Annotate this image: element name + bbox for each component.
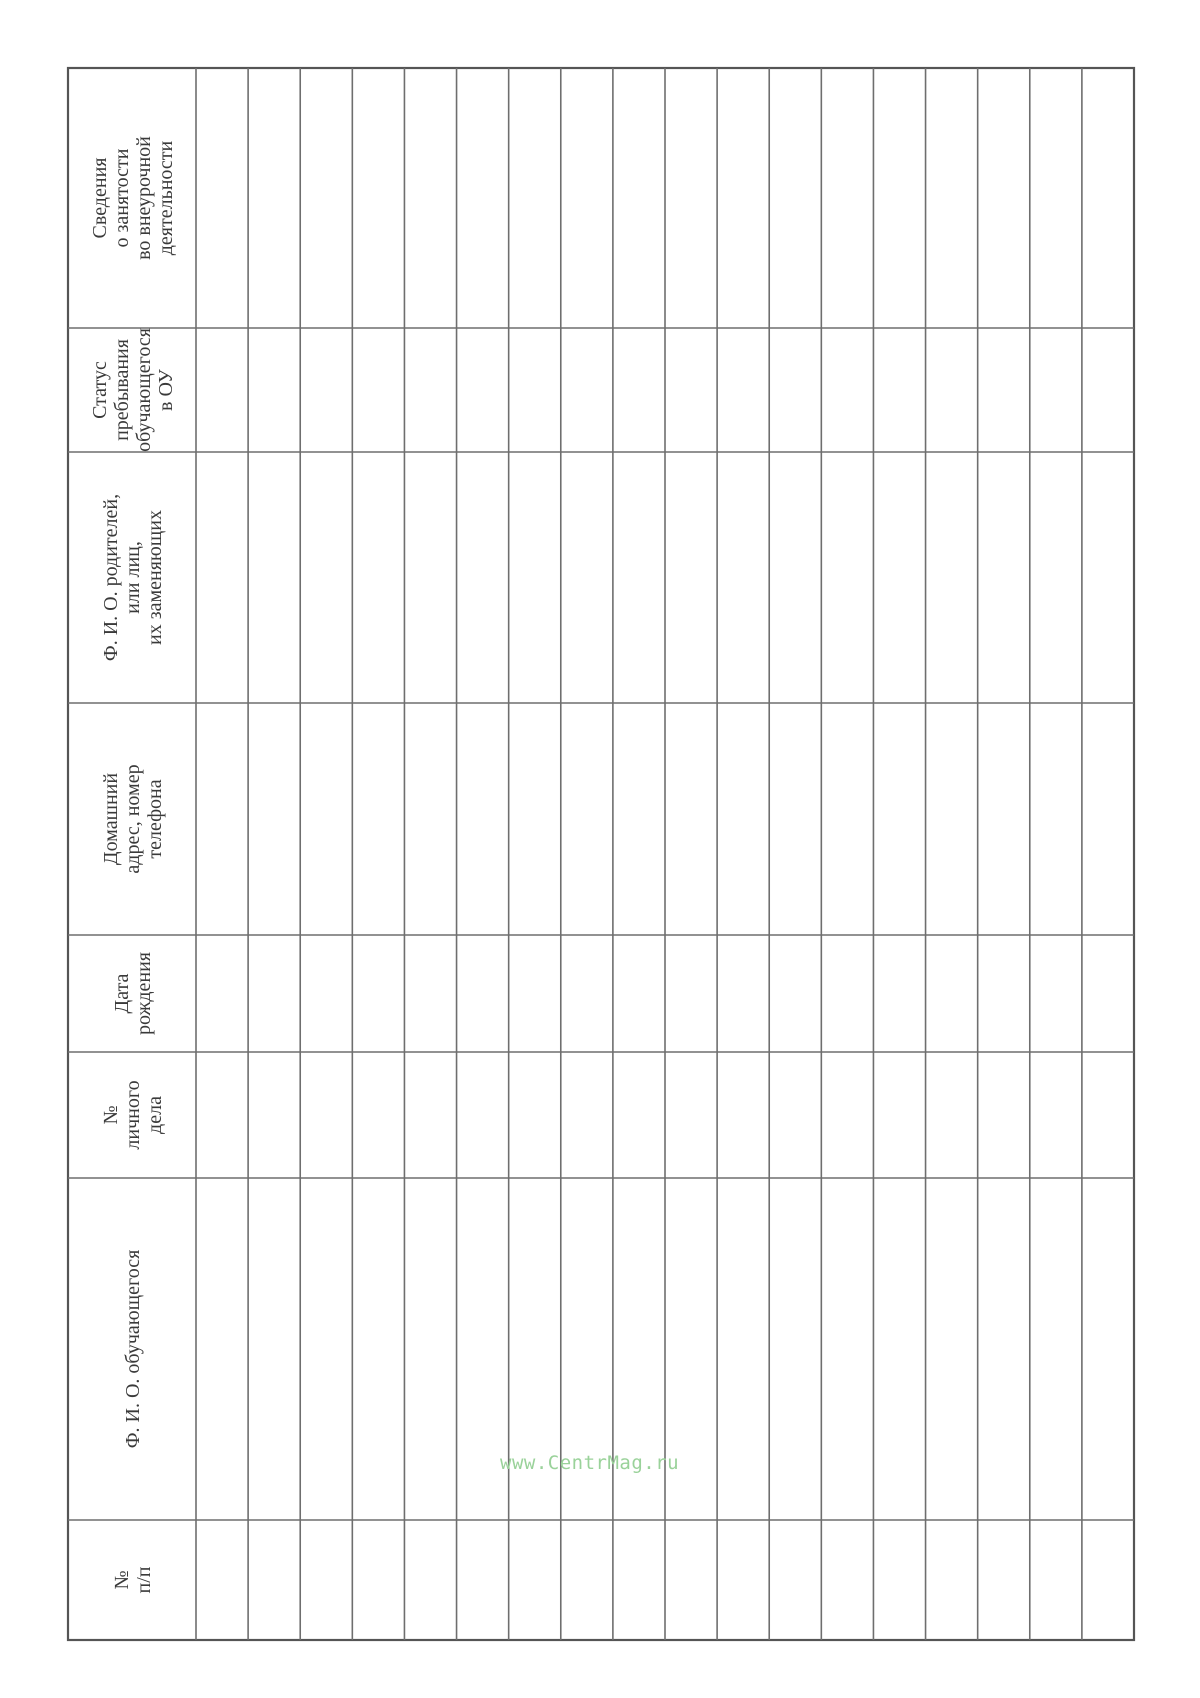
column-header-line: в ОУ <box>155 369 177 411</box>
column-header-line: Статус <box>89 361 111 419</box>
column-header-line: или лиц, <box>122 541 144 614</box>
column-header-line: телефона <box>144 779 166 859</box>
column-header <box>100 764 166 873</box>
column-header <box>111 952 155 1035</box>
column-header <box>89 328 177 452</box>
column-header-line: № <box>111 1570 133 1590</box>
table-border <box>68 68 1134 1640</box>
column-header <box>122 1250 144 1449</box>
column-header-line: дела <box>144 1096 166 1134</box>
column-header-line: п/п <box>133 1566 155 1594</box>
column-header-line: пребывания <box>111 339 133 441</box>
column-header-line: Сведения <box>89 157 111 239</box>
column-header-line: их заменяющих <box>144 510 166 645</box>
watermark: www.CentrMag.ru <box>500 1452 680 1474</box>
column-header <box>111 1566 155 1593</box>
column-header-line: Ф. И. О. обучающегося <box>122 1249 144 1449</box>
column-header-line: Дата <box>111 973 133 1014</box>
column-header <box>100 1080 166 1149</box>
column-header-line: № <box>100 1105 122 1125</box>
column-header-line: обучающегося <box>133 328 155 452</box>
column-header-line: Домашний <box>100 772 122 866</box>
column-header <box>89 136 177 260</box>
column-header-line: адрес, номер <box>122 764 144 874</box>
column-header-line: о занятости <box>111 148 133 248</box>
column-header-line: деятельности <box>155 140 177 256</box>
column-header-line: во внеурочной <box>133 136 155 260</box>
column-header-line: личного <box>122 1080 144 1150</box>
column-header-line: Ф. И. О. родителей, <box>100 493 122 662</box>
column-header <box>100 494 166 661</box>
column-header-line: рождения <box>133 952 155 1035</box>
